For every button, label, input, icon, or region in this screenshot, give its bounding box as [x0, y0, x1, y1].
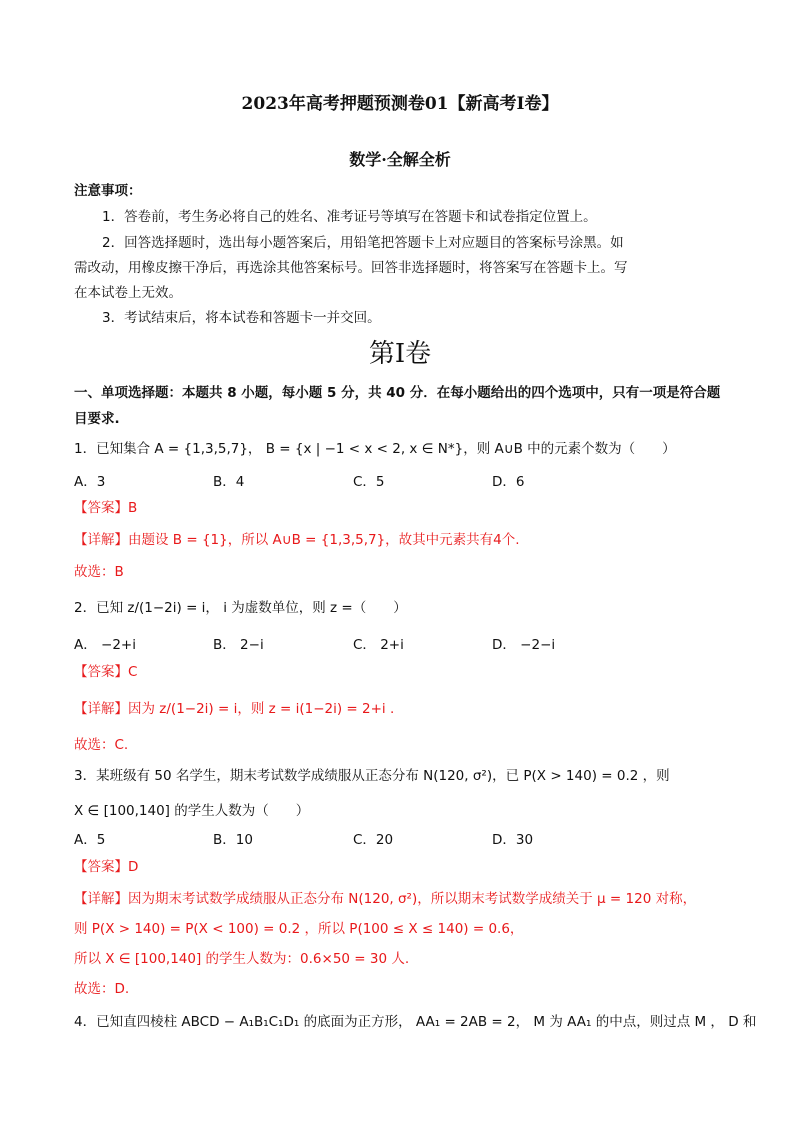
- q4-stem: 4．已知直四棱柱 ABCD − A₁B₁C₁D₁ 的底面为正方形， AA₁ = 2AB = 2， M 为 AA₁ 的中点，则过点 M ， D 和: [74, 1014, 757, 1030]
- q3-option-b: B．10: [213, 832, 253, 848]
- q3-detail-line-1: 【详解】因为期末考试数学成绩服从正态分布 N(120, σ²)，所以期末考试数学成绩关于 μ = 120 对称，: [74, 891, 697, 907]
- q1-stem: 1．已知集合 A = {1,3,5,7}， B = {x | −1 < x < 2, x ∈ N*}，则 A∪B 中的元素个数为（ ）: [74, 441, 676, 457]
- q3-option-d: D．30: [492, 832, 534, 848]
- document-subtitle: 数学·全解全析: [349, 150, 451, 169]
- q2-option-a: A． −2+i: [74, 637, 136, 653]
- q3-detail-line-2: 则 P(X > 140) = P(X < 100) = 0.2 ，所以 P(100 ≤ X ≤ 140) = 0.6，: [74, 921, 524, 937]
- notice-item-1: 1．答卷前，考生务必将自己的姓名、准考证号等填写在答题卡和试卷指定位置上。: [102, 209, 597, 225]
- notice-item-2-line-1: 2．回答选择题时，选出每小题答案后，用铅笔把答题卡上对应题目的答案标号涂黑。如: [102, 235, 624, 251]
- section-heading-line-2: 目要求.: [74, 411, 120, 427]
- q2-option-b: B． 2−i: [213, 637, 264, 653]
- notice-item-2-line-2: 需改动，用橡皮擦干净后，再选涂其他答案标号。回答非选择题时，将答案写在答题卡上。写: [74, 260, 628, 276]
- notice-item-2-line-3: 在本试卷上无效。: [74, 285, 182, 301]
- q3-stem-line-1: 3．某班级有 50 名学生，期末考试数学成绩服从正态分布 N(120, σ²)，已 P(X > 140) = 0.2 ，则: [74, 768, 670, 784]
- q3-option-a: A．5: [74, 832, 106, 848]
- volume-title: 第Ⅰ卷: [368, 339, 432, 369]
- q1-option-c: C．5: [353, 474, 385, 490]
- q1-option-b: B．4: [213, 474, 245, 490]
- section-heading-line-1: 一、单项选择题：本题共 8 小题，每小题 5 分，共 40 分．在每小题给出的四个选项中，只有一项是符合题: [74, 385, 721, 401]
- document-title: 2023年高考押题预测卷01【新高考Ⅰ卷】: [241, 94, 559, 114]
- q3-option-c: C．20: [353, 832, 394, 848]
- notice-item-3: 3．考试结束后，将本试卷和答题卡一并交回。: [102, 310, 381, 326]
- q2-choose: 故选：C.: [74, 737, 129, 753]
- q2-stem: 2．已知 z/(1−2i) = i， i 为虚数单位，则 z =（ ）: [74, 600, 407, 616]
- q2-detail: 【详解】因为 z/(1−2i) = i，则 z = i(1−2i) = 2+i .: [74, 701, 395, 717]
- q1-detail: 【详解】由题设 B = {1}，所以 A∪B = {1,3,5,7}，故其中元素共有4个.: [74, 532, 520, 548]
- q2-answer: 【答案】C: [74, 664, 138, 680]
- q1-answer: 【答案】B: [74, 500, 138, 516]
- q1-choose: 故选：B: [74, 564, 124, 580]
- q1-option-d: D．6: [492, 474, 525, 490]
- q3-stem-line-2: X ∈ [100,140] 的学生人数为（ ）: [74, 803, 310, 819]
- q2-option-d: D． −2−i: [492, 637, 556, 653]
- q1-option-a: A．3: [74, 474, 106, 490]
- notice-heading: 注意事项：: [74, 183, 142, 199]
- q3-choose: 故选：D.: [74, 981, 130, 997]
- q3-detail-line-3: 所以 X ∈ [100,140] 的学生人数为：0.6×50 = 30 人.: [74, 951, 410, 967]
- q3-answer: 【答案】D: [74, 859, 139, 875]
- q2-option-c: C． 2+i: [353, 637, 404, 653]
